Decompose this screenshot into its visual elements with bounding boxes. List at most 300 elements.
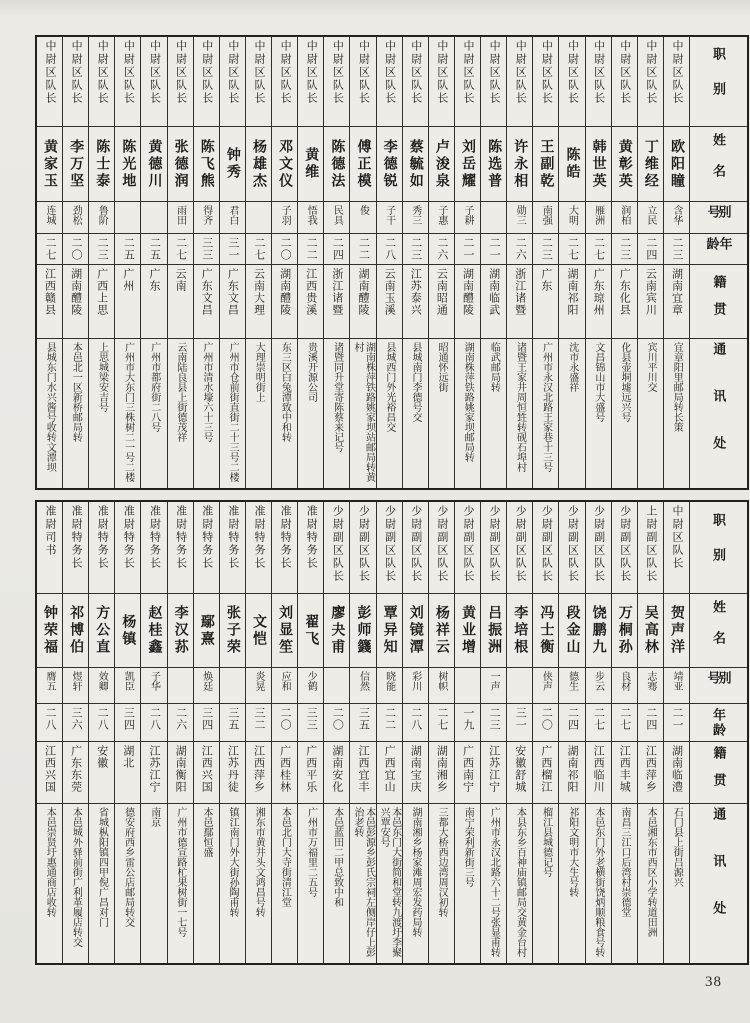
person-rank-cell: [377, 37, 402, 127]
person-address-cell: [194, 339, 219, 488]
person-address-cell: [220, 804, 245, 963]
person-age: 三六: [70, 707, 83, 731]
person-courtesy-name: 凯臣: [122, 671, 134, 691]
person-rank-cell: [220, 502, 245, 594]
person-name-cell: [246, 594, 271, 668]
person-name: 祁博伯: [68, 605, 84, 656]
person-address: 广州市万福里二五号: [305, 807, 317, 897]
person-rank-cell: [168, 37, 193, 127]
person-name-cell: [141, 127, 166, 202]
person-name-cell: [168, 127, 193, 202]
person-native-place: 云南: [174, 268, 187, 292]
person-name: 冯士衡: [538, 605, 554, 656]
person-name: 万桐孙: [616, 605, 632, 656]
person-rank-cell: [533, 37, 558, 127]
person-address: 湖南湘乡杨家滩周宏发药局转: [409, 807, 421, 937]
person-rank-cell: [586, 502, 611, 594]
person-native-place-cell: [533, 265, 558, 339]
person-name: 丁维经: [642, 138, 658, 190]
person-native-place: 广东文昌: [200, 268, 213, 316]
person-address-cell: [455, 339, 480, 488]
column-header-label: 籍贯: [711, 745, 727, 800]
person-rank-cell: [429, 37, 454, 127]
person-name: 杨祥云: [433, 605, 449, 656]
person-rank: 准尉特务长: [200, 505, 213, 570]
person-name: 杨镇: [120, 613, 136, 648]
person-courtesy-name: 含华: [670, 205, 682, 225]
person-age: 二八: [409, 707, 422, 731]
person-name: 陈光地: [120, 138, 136, 190]
person-rank-cell: [455, 37, 480, 127]
scan-edge-shadow: [0, 0, 750, 18]
person-rank: 少尉副区队长: [331, 505, 344, 583]
person-courtesy-name-cell: [324, 202, 349, 234]
person-address-cell: [350, 804, 375, 963]
person-rank: 准尉特务长: [226, 505, 239, 570]
header-alias-label-cell: [690, 202, 747, 234]
person-rank: 中尉区队长: [226, 40, 239, 105]
person-native-place-cell: [403, 265, 428, 339]
person-address-cell: [429, 339, 454, 488]
person-native-place: 湖南临武: [487, 268, 500, 316]
person-courtesy-name-cell: [481, 202, 506, 234]
person-address: 文昌锦山市大盛号: [592, 342, 604, 422]
person-courtesy-name-cell: [141, 202, 166, 234]
person-age-cell: [141, 234, 166, 265]
person-courtesy-name: 民具: [331, 205, 343, 225]
person-name: 文恺: [250, 613, 266, 648]
person-name: 钟秀: [224, 147, 240, 181]
person-native-place: 江西兴国: [43, 745, 56, 793]
person-courtesy-name: 树帜: [435, 671, 447, 691]
person-column: [141, 37, 167, 488]
person-rank-cell: [324, 502, 349, 594]
person-name: 吴高林: [642, 605, 658, 656]
person-age: 二五: [122, 237, 135, 261]
person-age-cell: [63, 234, 88, 265]
person-rank-cell: [403, 502, 428, 594]
person-age: 二四: [566, 707, 579, 731]
person-name: 刘显笙: [277, 605, 293, 656]
person-name: 李汉荪: [172, 605, 188, 656]
person-name: 刘镜潭: [407, 605, 423, 656]
person-native-place: 湖南宜章: [670, 268, 683, 316]
person-age-cell: [429, 704, 454, 742]
person-native-place-cell: [298, 265, 323, 339]
person-column: [324, 37, 350, 488]
person-name-cell: [455, 127, 480, 202]
person-name-cell: [194, 594, 219, 668]
person-rank-cell: [141, 37, 166, 127]
person-courtesy-name: 悟我: [305, 205, 317, 225]
person-rank: 中尉区队长: [200, 40, 213, 105]
person-name-cell: [63, 594, 88, 668]
person-rank: 少尉副区队长: [435, 505, 448, 583]
person-rank: 中尉区队长: [566, 40, 579, 105]
person-age: 二四: [331, 237, 344, 261]
person-name-cell: [533, 594, 558, 668]
person-column: [298, 502, 324, 963]
person-address-cell: [272, 339, 297, 488]
person-courtesy-name: 效卿: [96, 671, 108, 691]
column-header-label: 通讯处: [711, 807, 727, 948]
roster-table-upper: [35, 35, 749, 490]
person-age: 二六: [174, 707, 187, 731]
person-address: 东三区白兔潭致中和转: [279, 342, 291, 442]
header-name-label-cell: [690, 127, 747, 202]
person-rank-cell: [298, 37, 323, 127]
person-name-cell: [272, 594, 297, 668]
person-rank: 准尉司书: [43, 505, 56, 557]
person-age-cell: [664, 704, 689, 742]
person-column: [377, 502, 403, 963]
person-rank: 中尉区队长: [409, 40, 422, 105]
person-address: 本县东乡百神庙镇邮局交黄金台村: [514, 807, 526, 957]
person-name: 廖夬甫: [329, 605, 345, 656]
person-native-place-cell: [664, 265, 689, 339]
person-age: 三五: [226, 707, 239, 731]
person-column: [37, 37, 63, 488]
person-age: 二二: [305, 237, 318, 261]
person-address-cell: [115, 804, 140, 963]
person-native-place-cell: [89, 265, 114, 339]
person-rank-cell: [612, 502, 637, 594]
person-column: [559, 37, 585, 488]
person-address-cell: [63, 804, 88, 963]
person-rank-cell: [403, 37, 428, 127]
person-column: [89, 502, 115, 963]
person-column: [533, 37, 559, 488]
person-address: 镇江南门外大街孙陶甫转: [227, 807, 239, 917]
person-address-cell: [559, 339, 584, 488]
person-rank: 中尉区队长: [357, 40, 370, 105]
person-native-place-cell: [298, 742, 323, 804]
column-header-label: 姓名: [711, 599, 726, 662]
person-native-place-cell: [664, 742, 689, 804]
person-age: 二一: [461, 237, 474, 261]
person-native-place: 江西贵溪: [304, 268, 317, 316]
person-age-cell: [246, 704, 271, 742]
person-age: 二二: [357, 237, 370, 261]
person-address-cell: [246, 804, 271, 963]
person-address-cell: [89, 804, 114, 963]
person-name: 张德润: [172, 138, 188, 190]
person-name-cell: [246, 127, 271, 202]
person-name-cell: [377, 127, 402, 202]
person-address: 广州市大东门三株树二一号二楼: [122, 342, 134, 482]
person-courtesy-name-cell: [481, 668, 506, 704]
person-age: 二七: [592, 707, 605, 731]
person-native-place-cell: [507, 265, 532, 339]
person-address: 本邑彭源乡彭氏宗祠左侧岸仔上彭治老转: [351, 807, 375, 957]
person-native-place: 云南大理: [252, 268, 265, 316]
person-address: 南宁荣利新街三号: [462, 807, 474, 887]
column-header-label: 年龄: [704, 237, 733, 252]
person-column: [507, 37, 533, 488]
person-courtesy-name: 志骞: [644, 671, 656, 691]
person-column: [638, 502, 664, 963]
person-column: [168, 502, 194, 963]
person-name-cell: [272, 127, 297, 202]
person-rank: 准尉特务长: [148, 505, 161, 570]
person-courtesy-name-cell: [455, 668, 480, 704]
person-rank: 上尉副区队长: [644, 505, 657, 583]
person-age-cell: [638, 234, 663, 265]
person-native-place-cell: [612, 742, 637, 804]
person-age-cell: [455, 704, 480, 742]
person-courtesy-name-cell: [507, 202, 532, 234]
person-courtesy-name: 一声: [488, 671, 500, 691]
person-address: 广州市德宣路杧果树街一七号: [174, 807, 186, 937]
person-rank: 准尉特务长: [96, 505, 109, 570]
person-native-place: 江苏江宁: [487, 745, 500, 793]
person-native-place-cell: [324, 742, 349, 804]
person-rank-cell: [115, 502, 140, 594]
person-courtesy-name-cell: [533, 202, 558, 234]
person-name-cell: [559, 594, 584, 668]
person-courtesy-name: 煜轩: [70, 671, 82, 691]
person-native-place: 安徽: [95, 745, 108, 769]
person-name: 陈飞熊: [198, 138, 214, 190]
person-name: 黄业增: [459, 605, 475, 656]
person-age: 二三: [488, 707, 501, 731]
person-address: 临武邮局转: [488, 342, 500, 392]
person-age-cell: [89, 704, 114, 742]
person-name: 蔡毓如: [407, 138, 423, 190]
person-name-cell: [429, 594, 454, 668]
person-native-place: 江苏泰兴: [409, 268, 422, 316]
person-native-place: 湖南宝庆: [409, 745, 422, 793]
person-column: [63, 502, 89, 963]
person-age: 二八: [96, 707, 109, 731]
person-rank-cell: [481, 502, 506, 594]
person-courtesy-name-cell: [89, 668, 114, 704]
person-column: [612, 37, 638, 488]
person-address-cell: [220, 339, 245, 488]
person-column: [638, 37, 664, 488]
person-courtesy-name-cell: [37, 668, 62, 704]
person-address: 广州市仓前街直街二十三号二楼: [227, 342, 239, 482]
person-courtesy-name-cell: [455, 202, 480, 234]
person-column: [89, 37, 115, 488]
person-native-place: 广西平乐: [304, 745, 317, 793]
person-native-place-cell: [377, 742, 402, 804]
person-rank-cell: [377, 502, 402, 594]
person-native-place: 湖南临澧: [670, 745, 683, 793]
person-age-cell: [63, 704, 88, 742]
person-native-place-cell: [403, 742, 428, 804]
person-courtesy-name-cell: [612, 202, 637, 234]
person-courtesy-name-cell: [272, 668, 297, 704]
person-age-cell: [455, 234, 480, 265]
person-age-cell: [115, 234, 140, 265]
person-age: 二七: [174, 237, 187, 261]
person-native-place: 湖南祁阳: [565, 268, 578, 316]
person-column: [533, 502, 559, 963]
person-address: 宜章阳里邮局转长策: [671, 342, 683, 432]
person-rank: 少尉副区队长: [566, 505, 579, 583]
person-native-place: 江苏丹徒: [226, 745, 239, 793]
person-courtesy-name: 连城: [43, 205, 55, 225]
person-native-place: 江西丰城: [618, 745, 631, 793]
person-column: [37, 502, 63, 963]
person-name: 王副乾: [538, 138, 554, 190]
person-native-place-cell: [220, 265, 245, 339]
person-age: 一九: [461, 707, 474, 731]
person-rank: 中尉区队长: [252, 40, 265, 105]
person-rank: 准尉特务长: [174, 505, 187, 570]
person-address-cell: [37, 339, 62, 488]
person-native-place-cell: [115, 742, 140, 804]
person-rank-cell: [168, 502, 193, 594]
person-name: 段金山: [564, 605, 580, 656]
person-courtesy-name-cell: [324, 668, 349, 704]
column-header-label: 通讯处: [711, 342, 727, 483]
person-rank: 少尉副区队长: [409, 505, 422, 583]
person-rank-cell: [246, 502, 271, 594]
person-address-cell: [664, 804, 689, 963]
person-age: 二三: [409, 237, 422, 261]
person-address: 本邑崇贤圩惠通商店收转: [44, 807, 56, 917]
person-courtesy-name-cell: [115, 202, 140, 234]
person-rank: 中尉区队长: [70, 40, 83, 105]
person-age: 二一: [670, 707, 683, 731]
person-courtesy-name: 晓能: [383, 671, 395, 691]
person-address: 湘东市黄井头文鸿昌号转: [253, 807, 265, 917]
person-age-cell: [220, 704, 245, 742]
person-rank-cell: [533, 502, 558, 594]
person-native-place-cell: [533, 742, 558, 804]
person-age: 二二: [383, 707, 396, 731]
header-origin-label-cell: [690, 742, 747, 804]
person-address-cell: [377, 804, 402, 963]
person-rank-cell: [638, 502, 663, 594]
person-age-cell: [37, 234, 62, 265]
person-age-cell: [403, 704, 428, 742]
person-name-cell: [298, 594, 323, 668]
person-native-place-cell: [272, 265, 297, 339]
person-address: 县城西门外光裕昌交: [383, 342, 395, 432]
person-name-cell: [533, 127, 558, 202]
person-address: 本邑城外驿前街广利革履店转交: [70, 807, 82, 947]
person-age-cell: [559, 704, 584, 742]
person-age-cell: [324, 704, 349, 742]
person-courtesy-name: 良材: [618, 671, 630, 691]
person-address: 县城东门水兴酱号收转文潭坝: [44, 342, 56, 472]
person-native-place: 湖南安化: [330, 745, 343, 793]
person-address: 昭通怀远街: [436, 342, 448, 392]
person-age-cell: [350, 704, 375, 742]
person-name: 方公直: [94, 605, 110, 656]
person-courtesy-name-cell: [141, 668, 166, 704]
person-address: 南京: [148, 807, 160, 827]
person-address-cell: [586, 339, 611, 488]
header-age-label-cell: [690, 234, 747, 265]
person-rank-cell: [141, 502, 166, 594]
person-courtesy-name: 膺五: [43, 671, 55, 691]
person-age: 二〇: [279, 237, 292, 261]
person-native-place-cell: [168, 742, 193, 804]
person-age: 三一: [226, 237, 239, 261]
person-name-cell: [89, 127, 114, 202]
person-address-cell: [272, 804, 297, 963]
person-name: 卢浚泉: [433, 138, 449, 190]
person-rank-cell: [89, 502, 114, 594]
person-column: [455, 502, 481, 963]
person-courtesy-name: 子干: [383, 205, 395, 225]
person-address: 沈市永盛祥: [566, 342, 578, 392]
person-rank-cell: [507, 37, 532, 127]
person-native-place-cell: [246, 742, 271, 804]
person-age: 三四: [200, 707, 213, 731]
person-courtesy-name-cell: [115, 668, 140, 704]
person-address: 贵溪开源公司: [305, 342, 317, 402]
person-rank: 中尉区队长: [461, 40, 474, 105]
person-age-cell: [37, 704, 62, 742]
person-address-cell: [481, 339, 506, 488]
person-rank: 中尉区队长: [305, 40, 318, 105]
person-rank: 少尉副区队长: [383, 505, 396, 583]
person-address: 石门县上街吕源兴: [671, 807, 683, 887]
person-rank: 中尉区队长: [96, 40, 109, 105]
person-name: 韩世英: [590, 138, 606, 190]
person-rank-cell: [63, 502, 88, 594]
person-name-cell: [298, 127, 323, 202]
person-native-place: 江西萍乡: [644, 745, 657, 793]
person-age-cell: [89, 234, 114, 265]
person-name: 陈皓: [564, 147, 580, 181]
person-rank: 中尉区队长: [488, 40, 501, 105]
person-rank: 中尉区队长: [670, 505, 683, 570]
column-header-label: 别号: [705, 671, 732, 686]
person-native-place: 浙江诸暨: [513, 268, 526, 316]
person-name-cell: [220, 127, 245, 202]
person-address-cell: [298, 804, 323, 963]
person-column: [220, 37, 246, 488]
person-native-place-cell: [246, 265, 271, 339]
person-courtesy-name-cell: [638, 202, 663, 234]
person-address: 广州市永汉北路王家巷十三号: [540, 342, 552, 472]
person-column: [481, 502, 507, 963]
person-address: 广州市都府街二八号: [148, 342, 160, 432]
person-rank-cell: [115, 37, 140, 127]
person-native-place-cell: [559, 265, 584, 339]
person-name-cell: [638, 127, 663, 202]
person-age: 二七: [435, 707, 448, 731]
person-native-place: 江西萍乡: [252, 745, 265, 793]
person-age: 二六: [435, 237, 448, 261]
person-name-cell: [559, 127, 584, 202]
person-native-place-cell: [455, 742, 480, 804]
person-name-cell: [403, 127, 428, 202]
person-address-cell: [507, 804, 532, 963]
person-address-cell: [612, 339, 637, 488]
person-native-place: 广西榴江: [539, 745, 552, 793]
person-courtesy-name-cell: [664, 202, 689, 234]
person-address: 诸暨王家井周恒甡转砚石埠村: [514, 342, 526, 472]
person-native-place-cell: [350, 742, 375, 804]
person-courtesy-name-cell: [246, 202, 271, 234]
person-native-place-cell: [37, 265, 62, 339]
person-courtesy-name-cell: [298, 202, 323, 234]
person-courtesy-name: 润柏: [618, 205, 630, 225]
person-age-cell: [377, 704, 402, 742]
person-native-place-cell: [324, 265, 349, 339]
person-name: 黄家玉: [41, 138, 57, 190]
person-name-cell: [638, 594, 663, 668]
person-name-cell: [220, 594, 245, 668]
person-courtesy-name-cell: [429, 668, 454, 704]
